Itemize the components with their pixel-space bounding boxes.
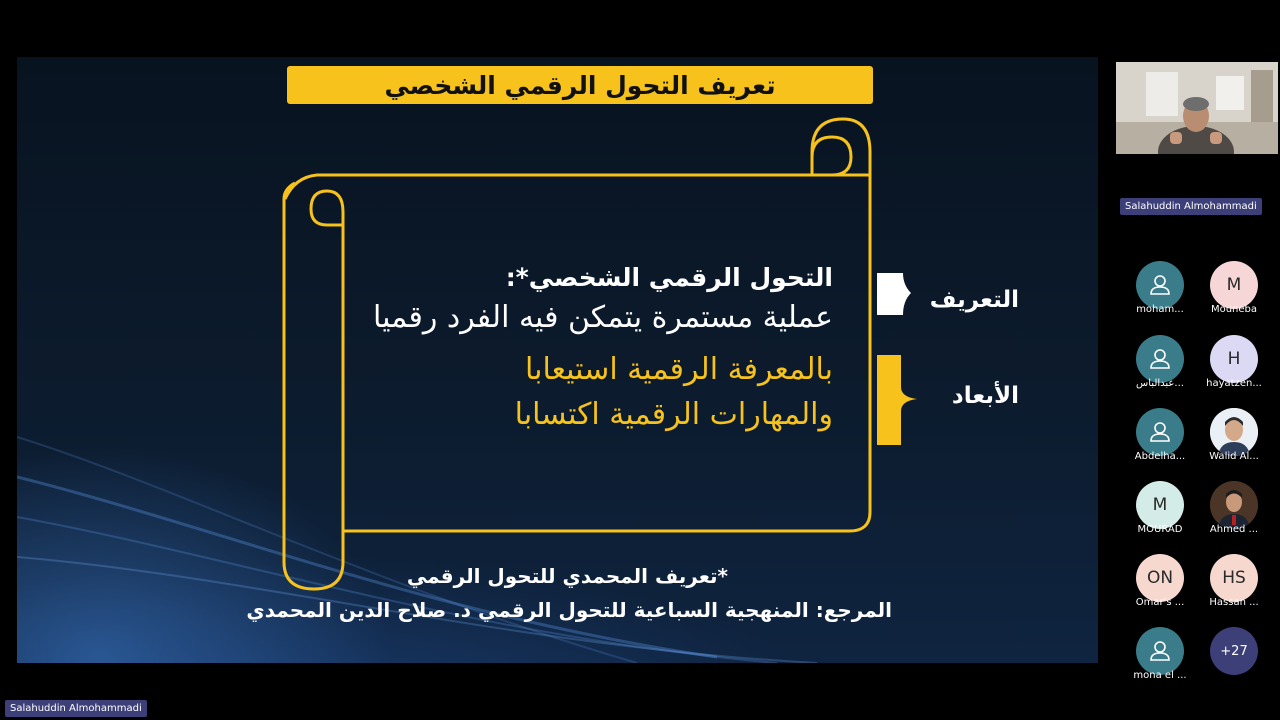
presentation-slide [17, 57, 1098, 663]
presenter-video[interactable] [1116, 62, 1278, 154]
more-participants-button[interactable]: +27 [1210, 627, 1258, 675]
definition-line-1: عملية مستمرة يتمكن فيه الفرد رقميا [372, 300, 833, 335]
participant-name: عبدالباس... [1136, 378, 1184, 389]
user-icon [1149, 640, 1171, 662]
participant-name: Omar's ... [1135, 597, 1185, 608]
user-icon [1149, 348, 1171, 370]
participant-initials: HS [1222, 568, 1246, 588]
participant-avatar[interactable] [1136, 627, 1184, 675]
definition-marker: *: [505, 263, 529, 292]
participant-name: Mouneba [1210, 304, 1258, 315]
participant-avatar[interactable] [1136, 554, 1184, 602]
user-icon [1149, 274, 1171, 296]
participant-avatar[interactable] [1136, 408, 1184, 456]
participant-initials: M [1152, 495, 1168, 515]
participant-avatar[interactable] [1210, 335, 1258, 383]
label-definition: التعريف [929, 287, 1019, 313]
participant-name: Abdelha... [1134, 451, 1186, 462]
participant-avatar[interactable] [1210, 408, 1258, 456]
participant-avatar[interactable] [1136, 335, 1184, 383]
participant-avatar[interactable] [1210, 261, 1258, 309]
participant-name: Ahmed ... [1209, 524, 1259, 535]
participant-avatar[interactable] [1136, 481, 1184, 529]
participant-avatar[interactable] [1210, 554, 1258, 602]
participant-initials: ON [1146, 568, 1174, 588]
participant-name: MOURAD [1137, 524, 1183, 535]
definition-heading-text: التحول الرقمي الشخصي [528, 263, 833, 292]
participant-name: hayatzen... [1206, 378, 1262, 389]
photo-avatar-icon [1210, 481, 1258, 529]
participant-avatar[interactable] [1210, 481, 1258, 529]
presenter-name-tag: Salahuddin Almohammadi [1120, 198, 1262, 215]
participant-name: Walid Al... [1209, 451, 1259, 462]
participant-name: moham... [1136, 304, 1184, 315]
label-dimensions: الأبعاد [951, 383, 1019, 409]
user-icon [1149, 421, 1171, 443]
participant-name: Hassan ... [1209, 597, 1259, 608]
participant-name: mona el ... [1133, 670, 1187, 681]
reference-note: المرجع: المنهجية السباعية للتحول الرقمي د. صلاح الدين المحمدي [246, 598, 892, 622]
footnote: *تعريف المحمدي للتحول الرقمي [406, 564, 728, 588]
slide-title: تعريف التحول الرقمي الشخصي [287, 66, 873, 104]
definition-line-2: بالمعرفة الرقمية استيعابا [524, 352, 833, 387]
participant-initials: H [1227, 349, 1241, 369]
definition-line-3: والمهارات الرقمية اكتسابا [514, 397, 833, 432]
participant-initials: M [1226, 275, 1242, 295]
photo-avatar-icon [1210, 408, 1258, 456]
participant-avatar[interactable] [1136, 261, 1184, 309]
presenter-video-image [1116, 62, 1278, 154]
definition-heading [506, 263, 833, 292]
bottom-name-tag: Salahuddin Almohammadi [5, 700, 147, 717]
